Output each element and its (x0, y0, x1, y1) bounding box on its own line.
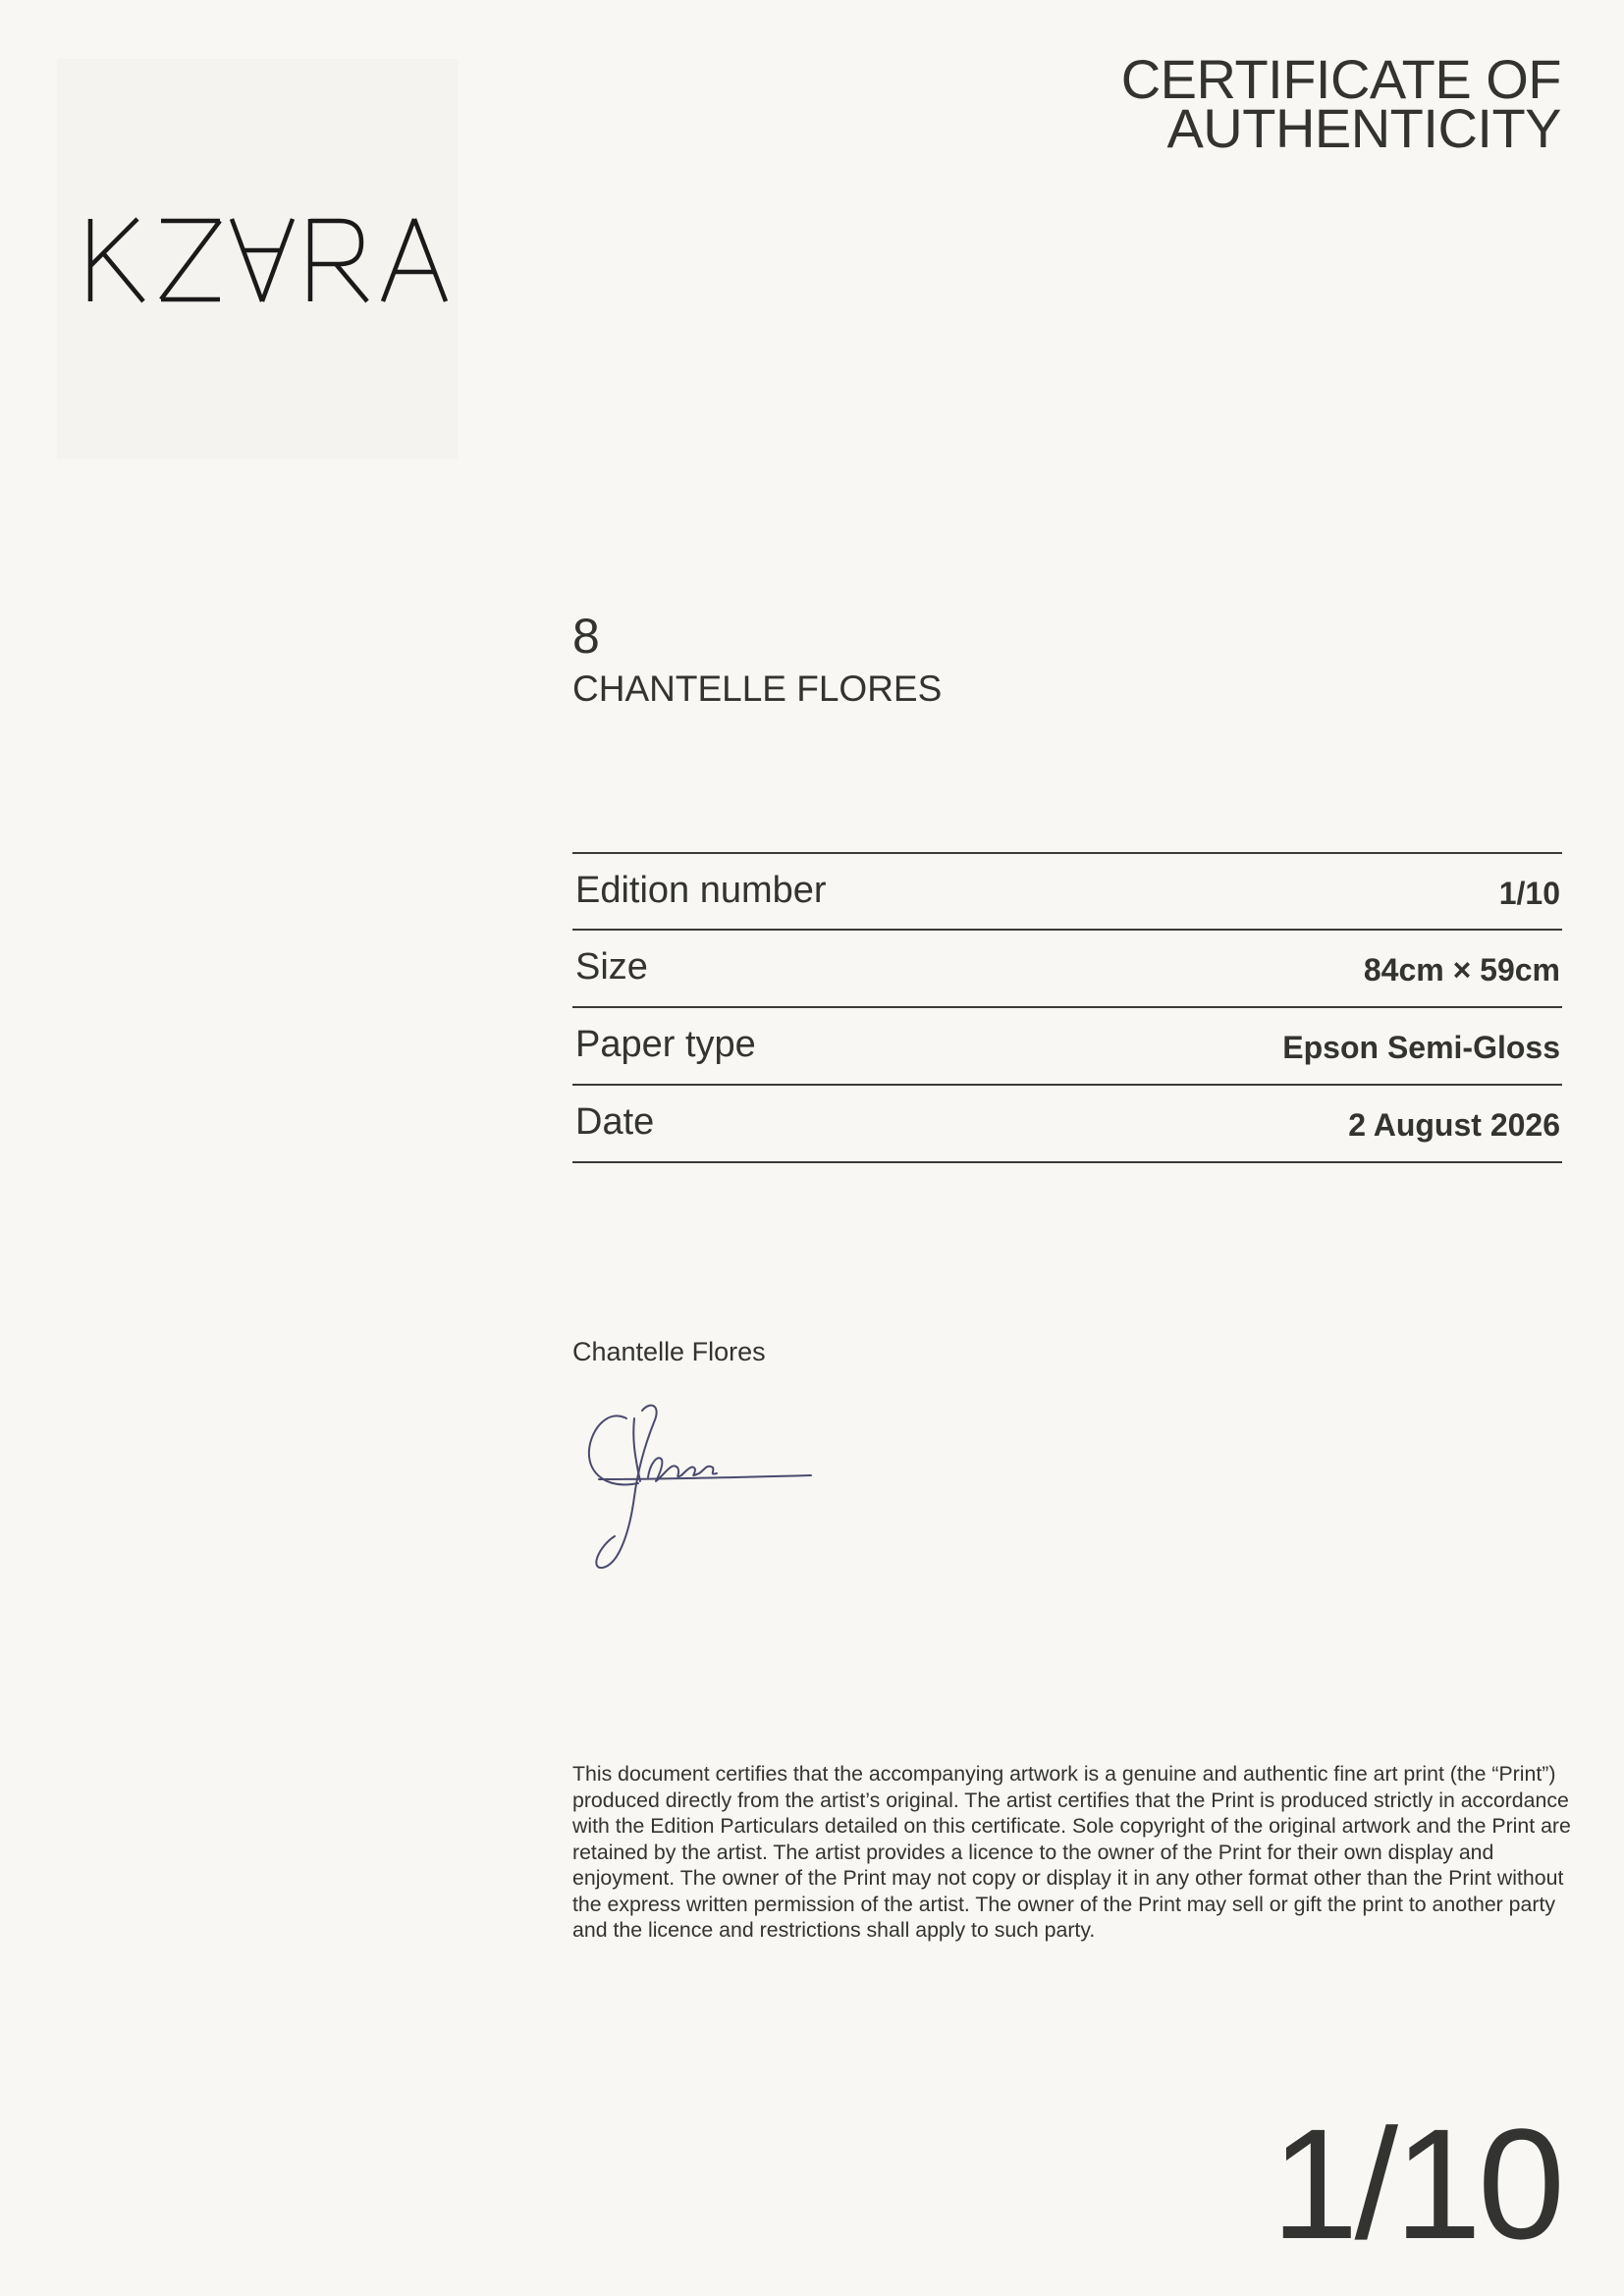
detail-row-paper-type (572, 1008, 1562, 1086)
artist-name: CHANTELLE FLORES (572, 668, 943, 709)
detail-value: 2 August 2026 (1348, 1107, 1560, 1143)
legal-statement: This document certifies that the accompanying artwork is a genuine and authentic fine art print (the “Print”) produced directly from the artist’s original. The artist certifies that the Print is produced strictly in accordance with the Edition Particulars detailed on this certificate. Sole copyright of the original artwork and the Print are retained by the artist. The artist provides a licence to the owner of the Print for their own display and enjoyment. The owner of the Print may not copy or display it in any other format other than the Print without the express written permission of the artist. The owner of the Print may sell or gift the print to another party and the licence and restrictions shall apply to such party. (572, 1762, 1571, 1942)
signer-name: Chantelle Flores (572, 1337, 766, 1366)
detail-row-size (572, 931, 1562, 1008)
detail-row-edition-number (572, 854, 1562, 931)
signature-image (579, 1399, 815, 1575)
logo-box (57, 59, 458, 459)
edition-number-large: 1/10 (1271, 2096, 1561, 2271)
edition-details-table (572, 852, 1562, 1163)
detail-value: 84cm × 59cm (1363, 952, 1560, 988)
detail-row-date (572, 1086, 1562, 1163)
kzara-logo (82, 211, 456, 309)
detail-label: Paper type (575, 1024, 756, 1065)
artwork-title: 8 (572, 609, 600, 664)
certificate-title-line2: AUTHENTICITY (1166, 97, 1561, 159)
detail-label: Size (575, 946, 648, 988)
detail-value: Epson Semi-Gloss (1282, 1030, 1560, 1065)
detail-label: Date (575, 1101, 655, 1143)
detail-label: Edition number (575, 870, 827, 911)
certificate-title (874, 48, 1561, 159)
certificate-title-line1: CERTIFICATE OF (1120, 48, 1561, 110)
detail-value: 1/10 (1498, 876, 1560, 911)
